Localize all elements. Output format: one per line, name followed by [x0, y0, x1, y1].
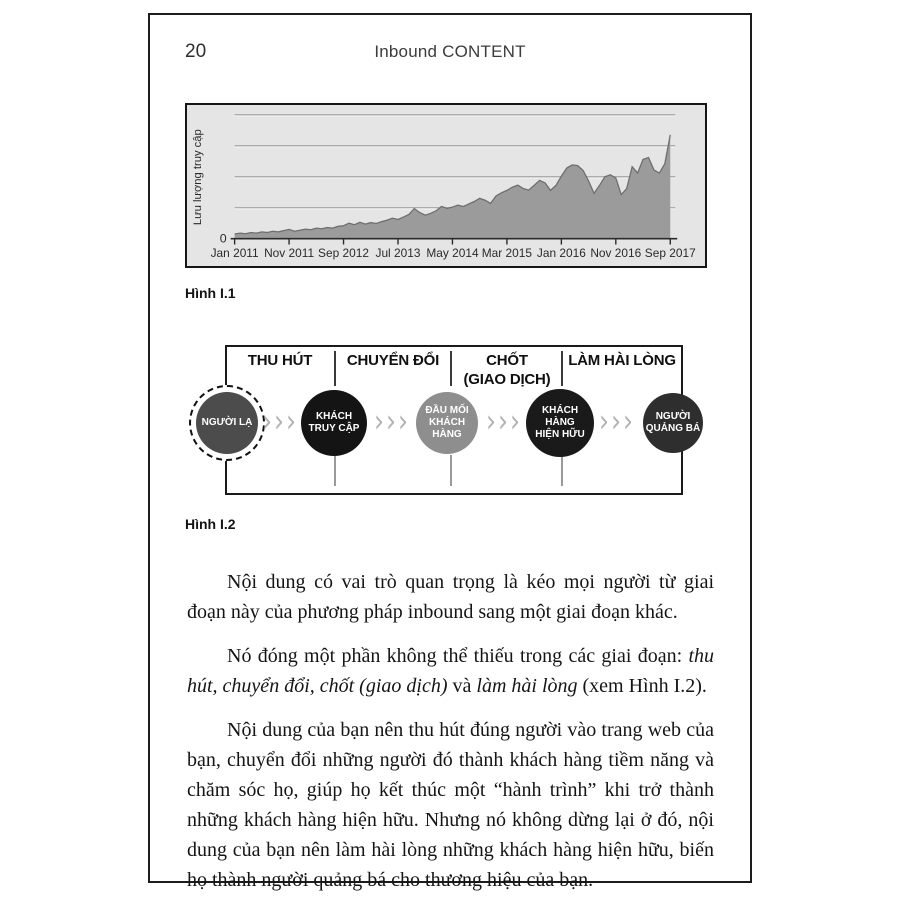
book-page — [148, 13, 752, 891]
stage-divider — [561, 351, 563, 386]
stage-divider — [334, 455, 336, 486]
stage-label-convert: CHUYỂN ĐỔI — [346, 352, 440, 369]
figure-2-caption: Hình I.2 — [185, 516, 236, 532]
stage-divider — [450, 351, 452, 386]
y-zero-label: 0 — [219, 231, 227, 246]
circle-stranger: NGƯỜI LẠ — [196, 392, 258, 454]
paragraph: Nội dung của bạn nên thu hút đúng người vào trang web của bạn, chuyển đổi những người đó thành khách hàng tiềm năng và chăm sóc họ, giúp họ kết thúc một “hành trình” khi trở thành những khách hàng hiện hữu. Nhưng nó không dừng lại ở đó, nội dung của bạn nên làm hài lòng những khách hàng hiện hữu, biến họ thành người quảng bá cho thương hiệu của bạn. — [187, 719, 714, 891]
x-tick-label: Jan 2011 — [210, 246, 259, 261]
chevron-arrow-icon: ››› — [374, 402, 410, 439]
x-tick-label: May 2014 — [426, 246, 479, 261]
traffic-area-chart — [187, 105, 705, 266]
x-tick-label: Nov 2016 — [590, 246, 642, 261]
stage-label-close: CHỐT (GIAO DỊCH) — [463, 352, 551, 388]
circle-visitor: KHÁCH TRUY CẬP — [301, 390, 367, 456]
paragraph: Nội dung có vai trò quan trọng là kéo mọi người từ giai đoạn này của phương pháp inbound sang một giai đoạn khác. — [187, 571, 714, 623]
x-tick-label: Sep 2017 — [644, 246, 696, 261]
page-title: Inbound CONTENT — [374, 42, 526, 61]
x-tick-label: Jul 2013 — [375, 246, 421, 261]
chevron-arrow-icon: ››› — [599, 402, 635, 439]
circle-customer: KHÁCH HÀNG HIỆN HỮU — [526, 389, 594, 457]
y-axis-label: Lưu lượng truy cập — [191, 129, 204, 226]
stage-label-delight: LÀM HÀI LÒNG — [568, 352, 676, 369]
chevron-arrow-icon: ››› — [262, 402, 298, 439]
traffic-chart-figure — [185, 103, 707, 268]
stage-divider — [334, 351, 336, 386]
figure-1-caption: Hình I.1 — [185, 285, 236, 301]
body-text — [187, 567, 714, 909]
stage-divider — [561, 455, 563, 486]
page-header — [185, 41, 715, 67]
x-tick-label: Jan 2016 — [536, 246, 586, 261]
chevron-arrow-icon: ››› — [486, 402, 522, 439]
stage-divider — [450, 455, 452, 486]
funnel-diagram — [185, 340, 715, 510]
x-tick-label: Nov 2011 — [264, 246, 315, 261]
x-tick-label: Sep 2012 — [318, 246, 370, 261]
x-tick-label: Mar 2015 — [481, 246, 533, 261]
paragraph: Nó đóng một phần không thể thiếu trong các giai đoạn: thu hút, chuyển đổi, chốt (giao dịch) và làm hài lòng (xem Hình I.2). — [187, 645, 714, 697]
stage-label-attract: THU HÚT — [247, 352, 313, 369]
circle-promoter: NGƯỜI QUẢNG BÁ — [643, 393, 703, 453]
page-number: 20 — [185, 41, 207, 62]
circle-lead: ĐẦU MỐI KHÁCH HÀNG — [416, 392, 478, 454]
